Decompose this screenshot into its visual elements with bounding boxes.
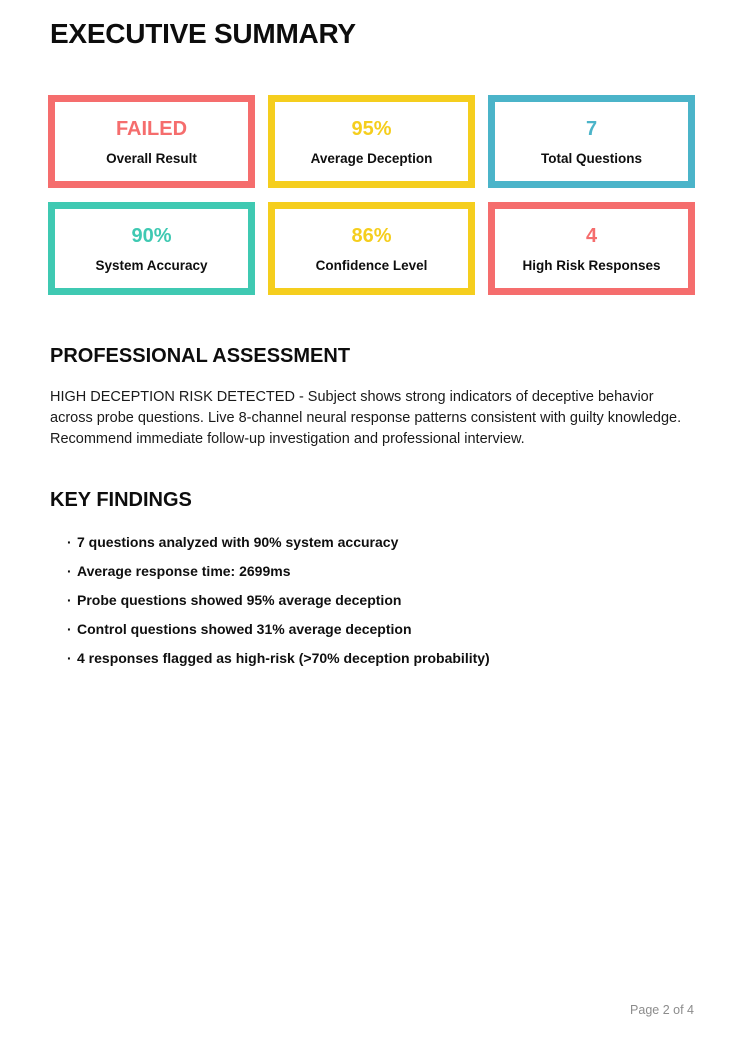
stat-card-average-deception (268, 95, 475, 188)
list-item (50, 644, 695, 673)
stat-label: Overall Result (106, 150, 197, 166)
bullet-icon: · (67, 621, 72, 637)
finding-text: Probe questions showed 95% average deception (77, 592, 402, 608)
page-title: EXECUTIVE SUMMARY (50, 18, 356, 49)
stat-value: 7 (585, 117, 598, 140)
section-heading-key-findings: KEY FINDINGS (50, 489, 192, 511)
stat-value: FAILED (115, 117, 188, 140)
stat-value: 4 (585, 224, 598, 247)
list-item (50, 557, 695, 586)
list-item (50, 615, 695, 644)
stat-card-high-risk-responses (488, 202, 695, 295)
assessment-body-text: HIGH DECEPTION RISK DETECTED - Subject shows strong indicators of deceptive behavior across probe questions. Live 8-channel neural response patterns consistent with guilty knowledge. Recommend immediate follow-up investigation and professional interview. (50, 389, 682, 447)
finding-text: 4 responses flagged as high-risk (>70% deception probability) (77, 650, 490, 666)
list-item (50, 586, 695, 615)
bullet-icon: · (67, 650, 72, 666)
stat-value: 90% (131, 224, 172, 247)
stat-label: Average Deception (310, 150, 433, 166)
bullet-icon: · (67, 592, 72, 608)
stat-card-total-questions (488, 95, 695, 188)
list-item (50, 528, 695, 557)
key-findings-section (48, 488, 695, 673)
page-number-indicator: Page 2 of 4 (630, 1003, 694, 1017)
bullet-icon: · (67, 563, 72, 579)
stat-value: 95% (351, 117, 392, 140)
professional-assessment-section (48, 344, 695, 450)
stat-card-system-accuracy (48, 202, 255, 295)
stat-label: System Accuracy (95, 257, 208, 273)
stat-card-confidence-level (268, 202, 475, 295)
stat-card-overall-result (48, 95, 255, 188)
finding-text: 7 questions analyzed with 90% system accuracy (77, 534, 399, 550)
section-heading-professional-assessment: PROFESSIONAL ASSESSMENT (50, 345, 351, 367)
finding-text: Average response time: 2699ms (77, 563, 291, 579)
summary-stat-cards (48, 95, 695, 295)
bullet-icon: · (67, 534, 72, 550)
stat-label: Confidence Level (315, 257, 428, 273)
finding-text: Control questions showed 31% average deception (77, 621, 412, 637)
stat-label: High Risk Responses (522, 257, 661, 273)
stat-value: 86% (351, 224, 392, 247)
stat-label: Total Questions (540, 150, 642, 166)
key-findings-list (50, 528, 695, 673)
